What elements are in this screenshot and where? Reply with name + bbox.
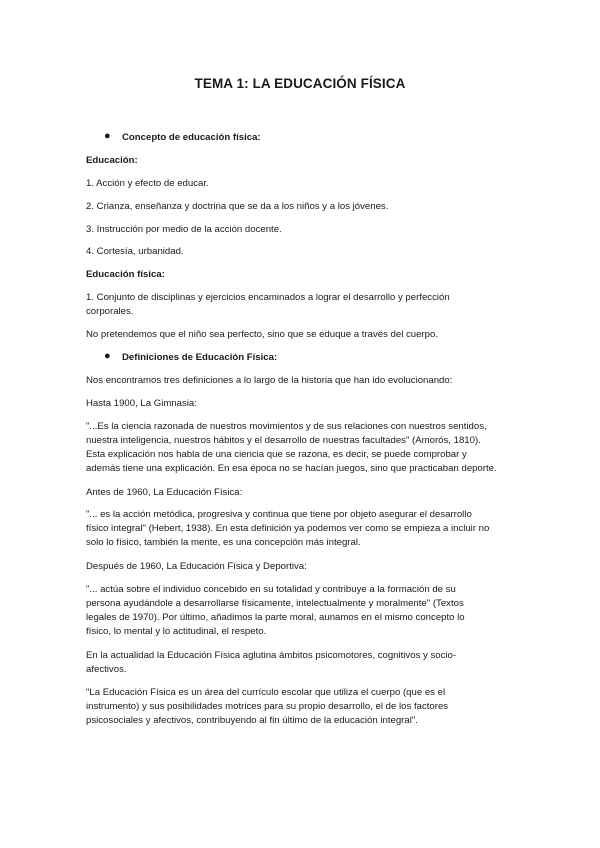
quote-amoros-line: "...Es la ciencia razonada de nuestros movimientos y de sus relaciones con nuestros sentidos, <box>86 421 487 432</box>
paragraph-intro: Nos encontramos tres definiciones a lo largo de la historia que han ido evolucionando: <box>86 375 453 386</box>
paragraph-actualidad: afectivos. <box>86 664 127 675</box>
term-educacion: Educación: <box>86 155 138 166</box>
edufis-definition-line: 1. Conjunto de disciplinas y ejercicios encaminados a lograr el desarrollo y perfección <box>86 292 450 303</box>
term-educacion-fisica: Educación física: <box>86 269 165 280</box>
quote-textos-line: "... actúa sobre el individuo concebido en su totalidad y contribuye a la formación de su <box>86 584 456 595</box>
paragraph-actualidad: En la actualidad la Educación Física aglutina ámbitos psicomotores, cognitivos y socio- <box>86 650 457 661</box>
bullet-icon: ● <box>104 130 111 142</box>
definition-2: 2. Crianza, enseñanza y doctrina que se da a los niños y a los jóvenes. <box>86 201 389 212</box>
quote-textos-line: persona ayudándole a desarrollarse físicamente, intelectualmente y moralmente" (Textos <box>86 598 464 609</box>
period-antes-1960: Antes de 1960, La Educación Física: <box>86 487 243 498</box>
quote-final-line: instrumento) y sus posibilidades motrices para su propio desarrollo, el de los factores <box>86 701 449 712</box>
period-hasta-1900: Hasta 1900, La Gimnasia: <box>86 398 197 409</box>
section-heading-definiciones: Definiciones de Educación Física: <box>122 352 278 363</box>
quote-amoros-line: Esta explicación nos habla de una ciencia que se razona, es decir, se puede comprobar y <box>86 449 467 460</box>
period-despues-1960: Después de 1960, La Educación Física y Deportiva: <box>86 561 307 572</box>
definition-3: 3. Instrucción por medio de la acción docente. <box>86 224 282 235</box>
quote-hebert-line: físico integral" (Hebert, 1938). En esta definición ya podemos ver como se empieza a incluir no <box>86 523 490 534</box>
definition-1: 1. Acción y efecto de educar. <box>86 178 209 189</box>
definition-4: 4. Cortesía, urbanidad. <box>86 246 184 257</box>
quote-final-line: "La Educación Física es un área del currículo escolar que utiliza el cuerpo (que es el <box>86 687 446 698</box>
quote-hebert-line: solo lo físico, también la mente, es una concepción más integral. <box>86 537 361 548</box>
quote-amoros-line: nuestra inteligencia, nuestros hábitos y el desarrollo de nuestras facultades" (Amorós, 1810). <box>86 435 481 446</box>
quote-textos-line: legales de 1970). Por último, añadimos la parte moral, aunamos en el mismo concepto lo <box>86 612 465 623</box>
section-heading-concepto: Concepto de educación física: <box>122 132 261 143</box>
bullet-icon: ● <box>104 350 111 362</box>
quote-final-line: psicosociales y afectivos, contribuyendo al fin último de la educación integral". <box>86 715 418 726</box>
page-title: TEMA 1: LA EDUCACIÓN FÍSICA <box>194 76 406 91</box>
quote-amoros-line: además tiene una explicación. En esa época no se hacían juegos, sino que practicaban deporte. <box>86 463 497 474</box>
paragraph-no-pretendemos: No pretendemos que el niño sea perfecto, sino que se eduque a través del cuerpo. <box>86 329 439 340</box>
edufis-definition-line: corporales. <box>86 306 134 317</box>
quote-textos-line: físico, lo mental y lo actitudinal, el respeto. <box>86 626 267 637</box>
quote-hebert-line: "... es la acción metódica, progresiva y continua que tiene por objeto asegurar el desarrollo <box>86 509 472 520</box>
